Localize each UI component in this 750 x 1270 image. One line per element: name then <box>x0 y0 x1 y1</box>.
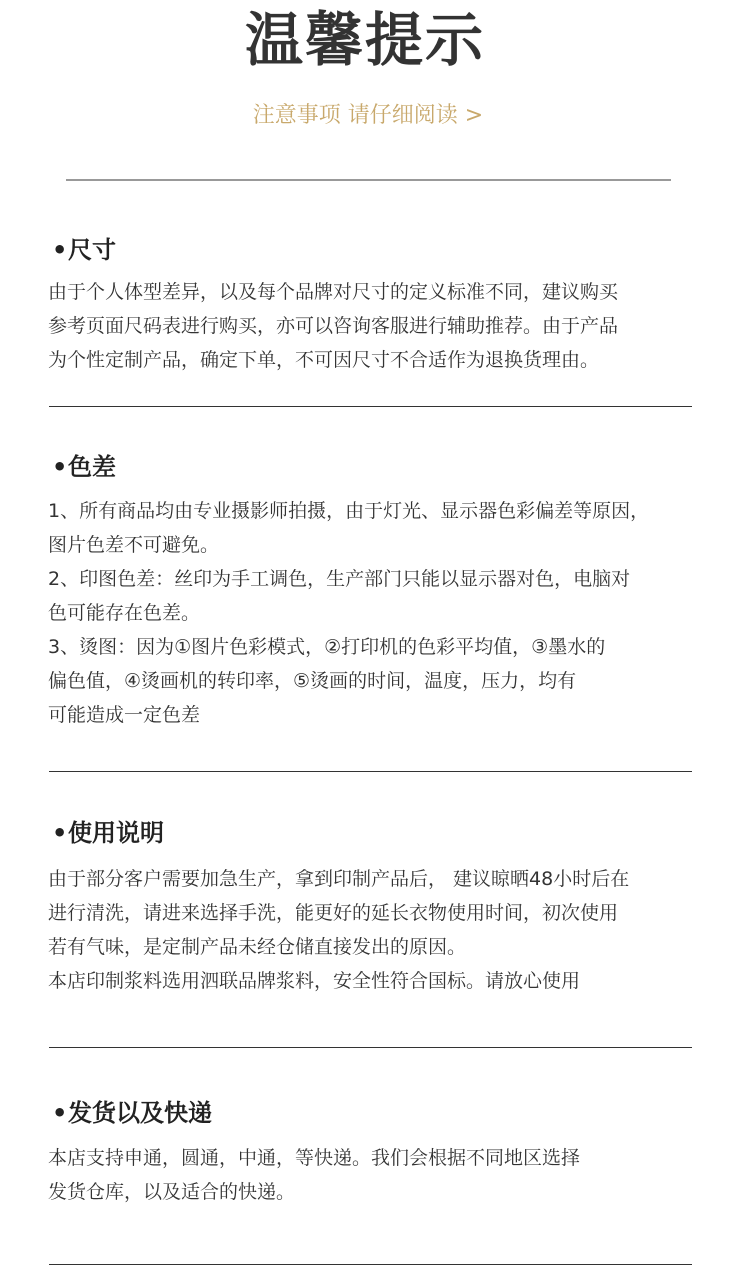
body-line: 1、所有商品均由专业摄影师拍摄，由于灯光、显示器色彩偏差等原因， <box>48 500 650 522</box>
body-line: 由于部分客户需要加急生产，拿到印制产品后， 建议晾晒48小时后在 <box>48 868 630 890</box>
notice-subtitle: 注意事项 请仔细阅读 > <box>252 103 484 128</box>
body-line: 可能造成一定色差 <box>48 704 201 726</box>
body-line: 由于个人体型差异，以及每个品牌对尺寸的定义标准不同，建议购买 <box>48 281 619 303</box>
body-line: 3、烫图：因为①图片色彩模式，②打印机的色彩平均值，③墨水的 <box>48 636 606 658</box>
section-heading <box>52 1096 212 1130</box>
body-line: 色可能存在色差。 <box>48 602 201 624</box>
section-body <box>48 1141 698 1209</box>
section-heading-label: 发货以及快递 <box>68 1099 212 1127</box>
bullet-icon: • <box>52 453 68 481</box>
body-line: 图片色差不可避免。 <box>48 534 220 556</box>
section-heading-label: 尺寸 <box>68 236 116 264</box>
section-heading <box>52 233 116 267</box>
body-line: 若有气味，是定制产品未经仓储直接发出的原因。 <box>48 936 467 958</box>
bullet-icon: • <box>52 819 68 847</box>
body-line: 本店印制浆料选用泗联品牌浆料，安全性符合国标。请放心使用 <box>48 970 581 992</box>
page-title: 温馨提示 <box>244 6 485 74</box>
bullet-icon: • <box>52 236 68 264</box>
section-divider <box>49 771 692 772</box>
section-divider <box>49 1047 692 1048</box>
section-divider <box>49 406 692 407</box>
body-line: 偏色值，④烫画机的转印率，⑤烫画的时间，温度，压力，均有 <box>48 670 577 692</box>
section-body <box>48 862 698 998</box>
body-line: 为个性定制产品，确定下单，不可因尺寸不合适作为退换货理由。 <box>48 349 600 371</box>
body-line: 2、印图色差：丝印为手工调色，生产部门只能以显示器对色，电脑对 <box>48 568 631 590</box>
bullet-icon: • <box>52 1099 68 1127</box>
title-divider <box>66 179 671 181</box>
section-heading <box>52 816 164 850</box>
section-heading-label: 色差 <box>68 453 116 481</box>
section-heading-label: 使用说明 <box>68 819 164 847</box>
section-body <box>48 494 698 732</box>
body-line: 本店支持申通，圆通，中通，等快递。我们会根据不同地区选择 <box>48 1147 581 1169</box>
section-divider <box>49 1264 692 1265</box>
body-line: 参考页面尺码表进行购买，亦可以咨询客服进行辅助推荐。由于产品 <box>48 315 619 337</box>
body-line: 进行清洗，请进来选择手洗，能更好的延长衣物使用时间，初次使用 <box>48 902 619 924</box>
section-body <box>48 275 698 377</box>
section-heading <box>52 450 116 484</box>
body-line: 发货仓库，以及适合的快递。 <box>48 1181 296 1203</box>
